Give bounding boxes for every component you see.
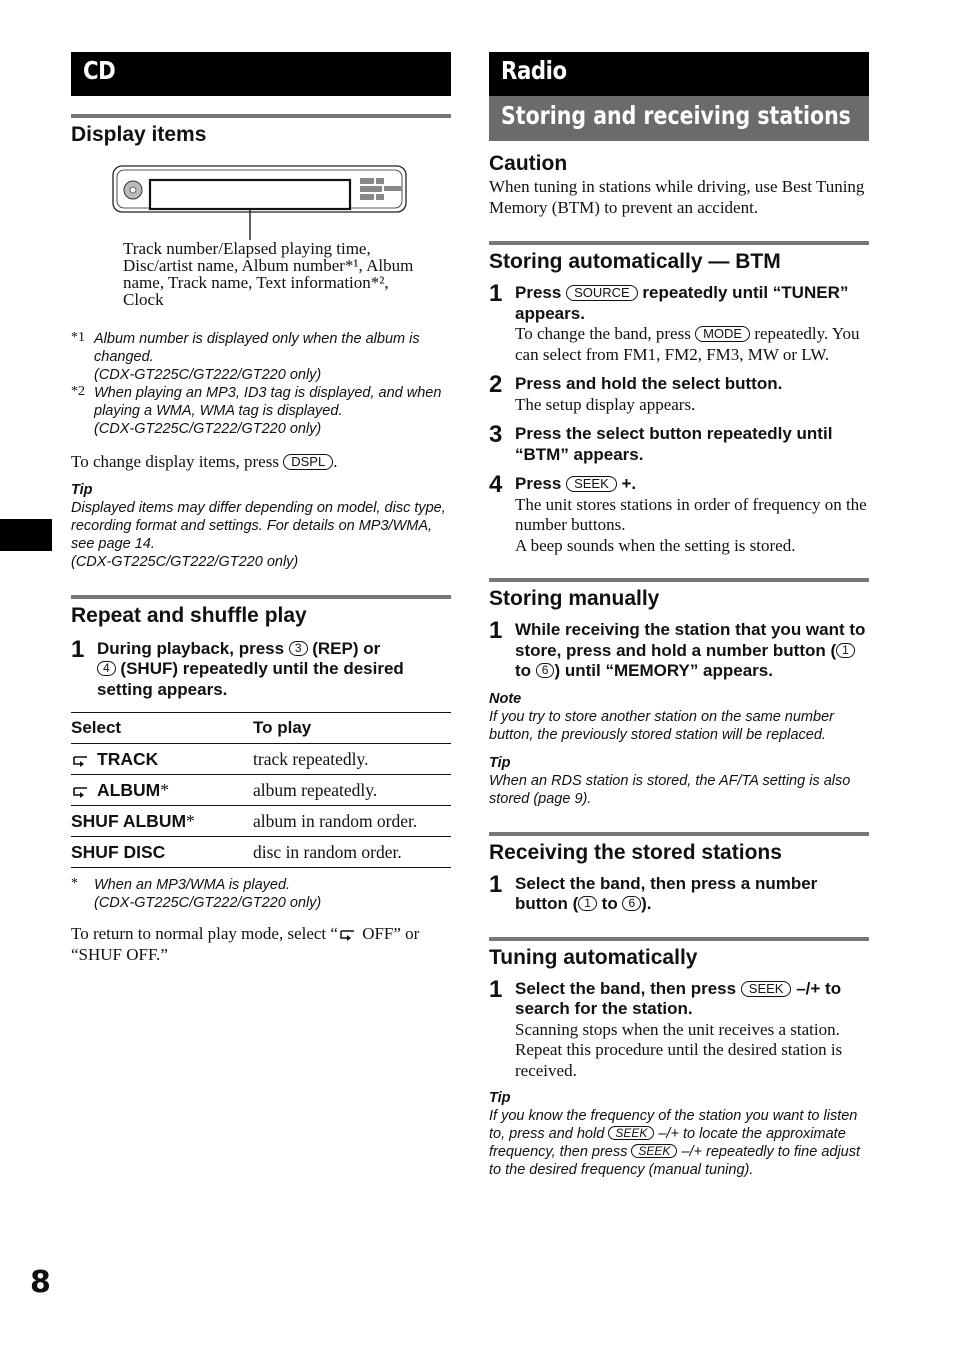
storing-receiving-banner: [489, 96, 869, 141]
manual-step-1: [489, 617, 869, 682]
seek-key: SEEK: [741, 981, 792, 997]
footnote-mark: *: [71, 876, 78, 891]
number-1-key: 1: [836, 643, 855, 658]
step-text: Select the band, then press a number button (: [515, 873, 818, 913]
section-rule: [489, 241, 869, 245]
radio-banner: [489, 52, 869, 96]
btm-step-1: [489, 280, 869, 365]
tip-label: Tip: [71, 481, 93, 498]
repeat-shuffle-heading: Repeat and shuffle play: [71, 603, 307, 627]
play-mode-table: [71, 712, 451, 868]
step-text: (REP) or: [312, 638, 381, 658]
table-row: [71, 775, 451, 806]
tip-body: If you know the frequency of the station you want to listen to, press and hold: [489, 1108, 858, 1142]
seek-key: SEEK: [631, 1144, 677, 1158]
step-body: [515, 374, 869, 415]
source-key: SOURCE: [566, 285, 638, 301]
number-3-key: 3: [289, 641, 308, 656]
step-text: ) until “MEMORY” appears.: [554, 661, 773, 680]
table-row: [71, 744, 451, 775]
radio-column: [489, 52, 869, 1179]
tip-text: [71, 499, 451, 571]
footnote-body: When an MP3/WMA is played.: [94, 877, 291, 893]
caution-heading: Caution: [489, 152, 568, 175]
mode-label: SHUF DISC: [71, 841, 166, 862]
radio-banner-title: Radio: [501, 56, 567, 85]
instruction-text: OFF” or “SHUF OFF.”: [71, 924, 420, 964]
step-number: 1: [489, 870, 503, 898]
tip-body: –/+ repeatedly to fine adjust to the desired frequency (manual tuning).: [489, 1144, 861, 1178]
tuning-heading: Tuning automatically: [489, 945, 698, 969]
footnote-text: [94, 384, 451, 438]
number-6-key: 6: [622, 896, 641, 911]
mode-label: ALBUM: [97, 779, 161, 800]
mode-cell: [71, 775, 253, 806]
instruction-text: To change display items, press: [71, 452, 279, 471]
step-description: [515, 324, 869, 365]
footnote-2-models: (CDX-GT225C/GT222/GT220 only): [94, 421, 322, 437]
display-tip: [71, 481, 451, 571]
step-description: The unit stores stations in order of frequency on the number buttons.: [515, 494, 867, 534]
receive-step-1: [489, 870, 869, 915]
dspl-key: DSPL: [283, 454, 333, 470]
step-body: [515, 474, 869, 556]
column-header-select: Select: [71, 713, 253, 744]
step-text: During playback, press: [97, 638, 285, 658]
play-cell: disc in random order.: [253, 837, 451, 868]
number-1-key: 1: [578, 896, 597, 911]
page-number: 8: [30, 1265, 51, 1300]
footnote-mark: *2: [71, 384, 85, 399]
step-body: [515, 283, 869, 365]
repeat-step-1: [71, 635, 451, 701]
step-number: 1: [489, 617, 503, 644]
step-description: Scanning stops when the unit receives a station. Repeat this procedure until the desired station is received.: [515, 1019, 843, 1080]
tip-text: [489, 1107, 869, 1179]
section-rule: [489, 937, 869, 941]
step-body: [515, 979, 869, 1082]
step-number: 1: [489, 975, 503, 1003]
desc-text: repeatedly. You can select from FM1, FM2, FM3, MW or LW.: [515, 324, 860, 364]
seek-key: SEEK: [566, 476, 617, 492]
storing-manually-heading: Storing manually: [489, 587, 660, 610]
btm-step-2: [489, 371, 869, 415]
step-text: Select the band, then press: [515, 978, 737, 998]
step-text: to: [601, 894, 618, 913]
manual-note: [489, 690, 869, 744]
step-text: (SHUF) repeatedly until the desired setting appears.: [97, 659, 404, 699]
manual-tip: [489, 754, 869, 808]
step-title: [515, 620, 869, 682]
play-cell: album repeatedly.: [253, 775, 451, 806]
mode-label: SHUF ALBUM: [71, 810, 187, 831]
btm-step-3: [489, 421, 869, 465]
change-display-instruction: To change display items, press DSPL .: [71, 452, 338, 471]
mode-cell: [71, 806, 253, 837]
step-description: The setup display appears.: [515, 394, 696, 414]
mode-label: TRACK: [97, 748, 159, 769]
step-description: A beep sounds when the setting is stored.: [515, 535, 796, 555]
repeat-icon: [71, 753, 91, 767]
tip-body: Displayed items may differ depending on model, disc type, recording format and settings. For details on MP3/WMA, see page 14.: [71, 499, 446, 552]
footnote-1: [71, 330, 451, 384]
section-rule: [489, 578, 869, 582]
seek-key: SEEK: [608, 1126, 654, 1140]
note-text: If you try to store another station on the same number button, the previously stored station will be replaced.: [489, 708, 834, 743]
tuning-tip: [489, 1089, 869, 1179]
subbanner-title: Storing and receiving stations: [501, 101, 851, 130]
asterisk: *: [160, 779, 169, 800]
display-diagram: [71, 156, 451, 309]
number-4-key: 4: [97, 661, 116, 676]
table-header-row: [71, 713, 451, 744]
footnote-text: [94, 330, 451, 384]
section-tab-marker: [0, 519, 52, 551]
desc-text: To change the band, press: [515, 324, 691, 343]
step-title: Press and hold the select button.: [515, 374, 783, 393]
step-number: 1: [71, 635, 85, 663]
footnote-models: (CDX-GT225C/GT222/GT220 only): [94, 895, 322, 911]
cd-banner: [71, 52, 451, 96]
step-title: [515, 979, 869, 1020]
asterisk: *: [186, 810, 195, 831]
step-text: Press: [515, 474, 562, 493]
return-normal-instruction: [71, 924, 451, 965]
display-items-heading: Display items: [71, 123, 207, 146]
btm-step-4: [489, 471, 869, 556]
step-number: 1: [489, 280, 503, 307]
cd-banner-title: CD: [83, 56, 116, 85]
step-text: repeatedly until “TUNER” appears.: [515, 283, 849, 323]
footnote-1-models: (CDX-GT225C/GT222/GT220 only): [94, 367, 322, 383]
step-text: While receiving the station that you want to store, press and hold a number button (: [515, 620, 866, 660]
step-text: Press: [515, 283, 562, 302]
step-number: 4: [489, 471, 503, 498]
note-label: Note: [489, 690, 522, 707]
mode-key: MODE: [695, 326, 750, 342]
tip-body: –/+ to locate the approximate frequency, then press: [489, 1126, 846, 1160]
step-text: –/+ to search for the station.: [515, 978, 842, 1018]
table-row: [71, 806, 451, 837]
step-number: 3: [489, 421, 503, 448]
btm-heading: Storing automatically — BTM: [489, 250, 781, 273]
instruction-text: To return to normal play mode, select “: [71, 924, 338, 943]
receiving-heading: Receiving the stored stations: [489, 840, 782, 864]
step-title: [515, 474, 869, 495]
step-text: +.: [621, 474, 637, 493]
step-text: ).: [641, 894, 652, 913]
number-6-key: 6: [536, 663, 555, 678]
step-text: to: [515, 661, 532, 680]
footnote-mark: *1: [71, 330, 85, 345]
play-cell: album in random order.: [253, 806, 451, 837]
footnote-1-text: Album number is displayed only when the album is changed.: [94, 331, 420, 365]
step-number: 2: [489, 371, 503, 398]
table-row: [71, 837, 451, 868]
tuning-step-1: [489, 975, 869, 1082]
tip-label: Tip: [489, 754, 511, 771]
cd-column: [71, 52, 451, 965]
column-header-to-play: To play: [253, 713, 451, 744]
tip-models: (CDX-GT225C/GT222/GT220 only): [71, 553, 299, 570]
tip-text: When an RDS station is stored, the AF/TA setting is also stored (page 9).: [489, 772, 851, 807]
display-callout: Track number/Elapsed playing time, Disc/artist name, Album number*¹, Album name, Track name, Text information*², Clock: [123, 239, 414, 309]
mode-cell: [71, 837, 253, 868]
caution-text: When tuning in stations while driving, use Best Tuning Memory (BTM) to prevent an accident.: [489, 177, 865, 217]
mode-cell: [71, 744, 253, 775]
repeat-icon: [71, 784, 91, 798]
tip-label: Tip: [489, 1090, 511, 1106]
step-title: [515, 874, 869, 915]
table-footnote: [71, 876, 451, 912]
footnotes: [71, 330, 451, 438]
step-title: Press the select button repeatedly until “BTM” appears.: [515, 424, 833, 464]
footnote-2-text: When playing an MP3, ID3 tag is displayed, and when playing a WMA, WMA tag is displayed.: [94, 385, 442, 419]
step-title: [97, 639, 451, 701]
footnote-2: [71, 384, 451, 438]
section-rule: [489, 832, 869, 836]
repeat-icon: [338, 928, 358, 941]
step-title: [515, 283, 869, 324]
section-rule: [71, 114, 451, 118]
section-rule: [71, 595, 451, 599]
footnote-text: [94, 876, 321, 912]
play-cell: track repeatedly.: [253, 744, 451, 775]
